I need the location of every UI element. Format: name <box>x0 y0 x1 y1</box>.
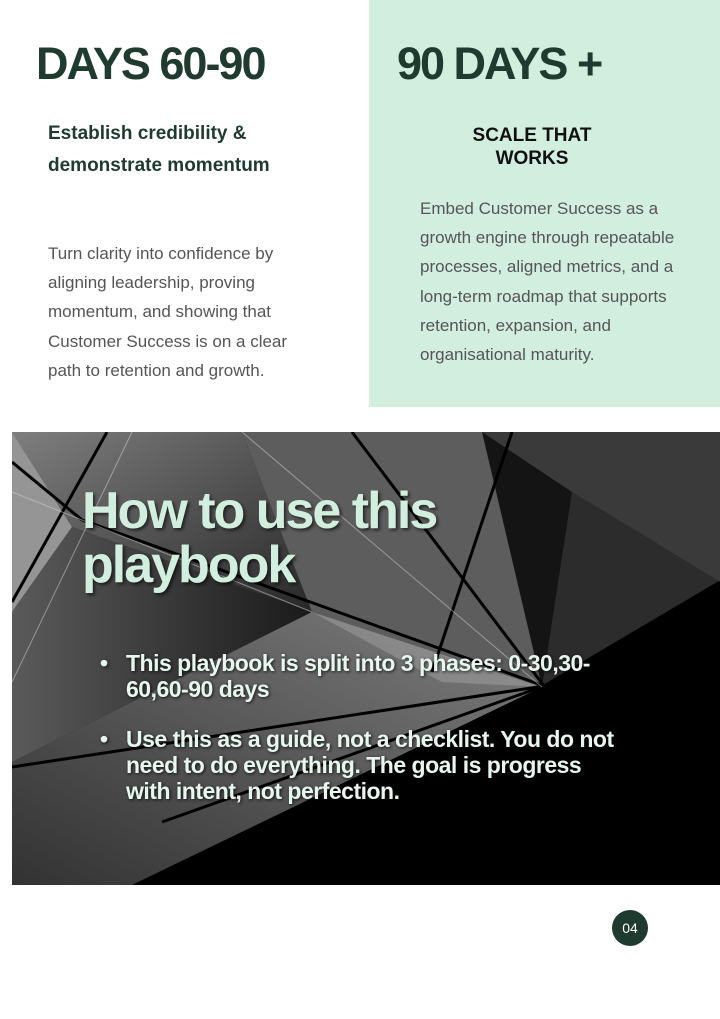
phase-description: Embed Customer Success as a growth engine through repeatable processes, aligned metrics, and a long-term roadmap that supports retention, expansion, and organisational maturity. <box>420 199 675 365</box>
phase-description: Turn clarity into confidence by aligning leadership, proving momentum, and showing that Customer Success is on a clear path to retention and growth. <box>48 244 288 380</box>
bullet-icon: • <box>100 726 108 752</box>
phase-subheading: SCALE THAT WORKS <box>472 125 592 169</box>
phase-subheading: Establish credibility & demonstrate momentum <box>48 123 270 176</box>
page-number-badge: 04 <box>612 910 648 946</box>
list-item <box>100 650 620 702</box>
playbook-heading: How to use this playbook <box>82 482 437 594</box>
list-item-text: Use this as a guide, not a checklist. You do not need to do everything. The goal is progress with intent, not perfection. <box>126 726 614 804</box>
phase-column-days-60-90 <box>0 0 369 410</box>
phase-column-90-days-plus <box>369 0 720 407</box>
playbook-guidance-list <box>100 650 620 828</box>
bullet-icon: • <box>100 650 108 676</box>
playbook-usage-banner <box>12 432 720 885</box>
phase-title: 90 DAYS + <box>397 38 602 89</box>
phase-title: DAYS 60-90 <box>36 38 265 89</box>
list-item <box>100 726 620 804</box>
list-item-text: This playbook is split into 3 phases: 0-30,30-60,60-90 days <box>126 650 590 702</box>
